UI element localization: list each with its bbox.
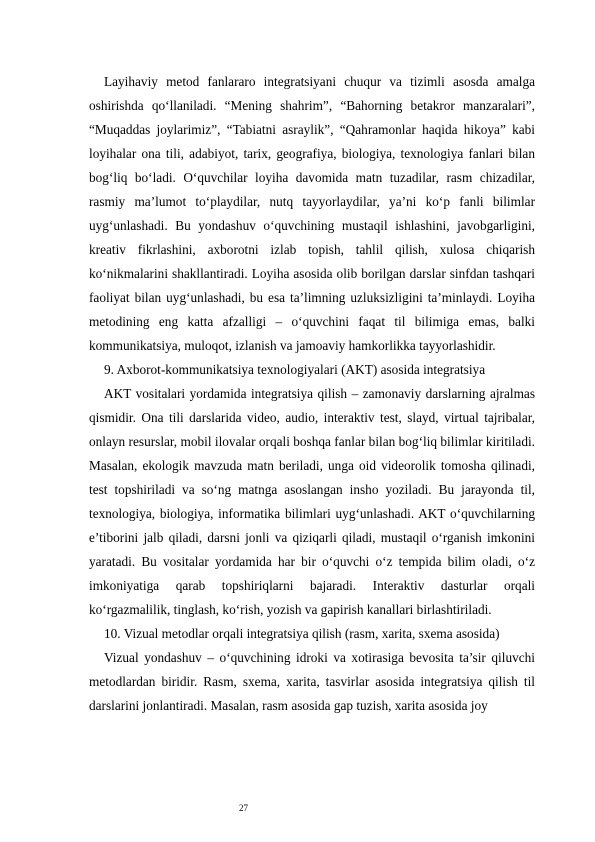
page-number-footer (0, 802, 595, 814)
paragraph-visual-methods: Vizual yondashuv – o‘quvchining idroki va xotirasiga bevosita ta’sir qiluvchi metodlardan biridir. Rasm, sxema, xarita, tasvirlar asosida integratsiya qilish til darslarini jonlantiradi. Masalan, rasm asosida gap tuzish, xarita asosida joy (89, 650, 535, 713)
paragraph-ict-integration: AKT vositalari yordamida integratsiya qilish – zamonaviy darslarning ajralmas qismidir. Ona tili darslarida video, audio, interaktiv test, slayd, virtual tajribalar, onlayn resurslar, mobil ilovalar orqali boshqa fanlar bilan bog‘liq bilimlar kiritiladi. Masalan, ekologik mavzuda matn beriladi, unga oid videorolik tomosha qilinadi, test topshiriladi va so‘ng matnga asoslangan insho yoziladi. Bu jarayonda til, texnologiya, biologiya, informatika bilimlari uyg‘unlashadi. AKT o‘quvchilarning e’tiborini jalb qiladi, darsni jonli va qiziqarli qiladi, mustaqil o‘rganish imkonini yaratadi. Bu vositalar yordamida har bir o‘quvchi o‘z tempida bilim oladi, o‘z imkoniyatiga qarab topshiriqlarni bajaradi. Interaktiv dasturlar orqali ko‘rgazmalilik, tinglash, ko‘rish, yozish va gapirish kanallari birlashtiriladi. (89, 386, 535, 617)
page-number: 27 (239, 803, 248, 813)
paragraph-project-method: Layihaviy metod fanlararo integratsiyani chuqur va tizimli asosda amalga oshirishda qo‘llaniladi. “Mening shahrim”, “Bahorning betakror manzaralari”, “Muqaddas joylarimiz”, “Tabiatni asraylik”, “Qahramonlar haqida hikoya” kabi loyihalar ona tili, adabiyot, tarix, geografiya, biologiya, texnologiya fanlari bilan bog‘liq bo‘ladi. O‘quvchilar loyiha davomida matn tuzadilar, rasm chizadilar, rasmiy ma’lumot to‘playdilar, nutq tayyorlaydilar, ya’ni ko‘p fanli bilimlar uyg‘unlashadi. Bu yondashuv o‘quvchining mustaqil ishlashini, javobgarligini, kreativ fikrlashini, axborotni izlab topish, tahlil qilish, xulosa chiqarish ko‘nikmalarini shakllantiradi. Loyiha asosida olib borilgan darslar sinfdan tashqari faoliyat bilan uyg‘unlashadi, bu esa ta’limning uzluksizligini ta’minlaydi. Loyiha metodining eng katta afzalligi – o‘quvchini faqat til bilimiga emas, balki kommunikatsiya, muloqot, izlanish va jamoaviy hamkorlikka tayyorlashidir. (89, 74, 535, 353)
section-heading-visual-methods: 10. Vizual metodlar orqali integratsiya qilish (rasm, xarita, sxema asosida) (104, 626, 500, 641)
body-text (89, 70, 535, 718)
section-heading-ict-integration: 9. Axborot-kommunikatsiya texnologiyalari (AKT) asosida integratsiya (104, 362, 486, 377)
